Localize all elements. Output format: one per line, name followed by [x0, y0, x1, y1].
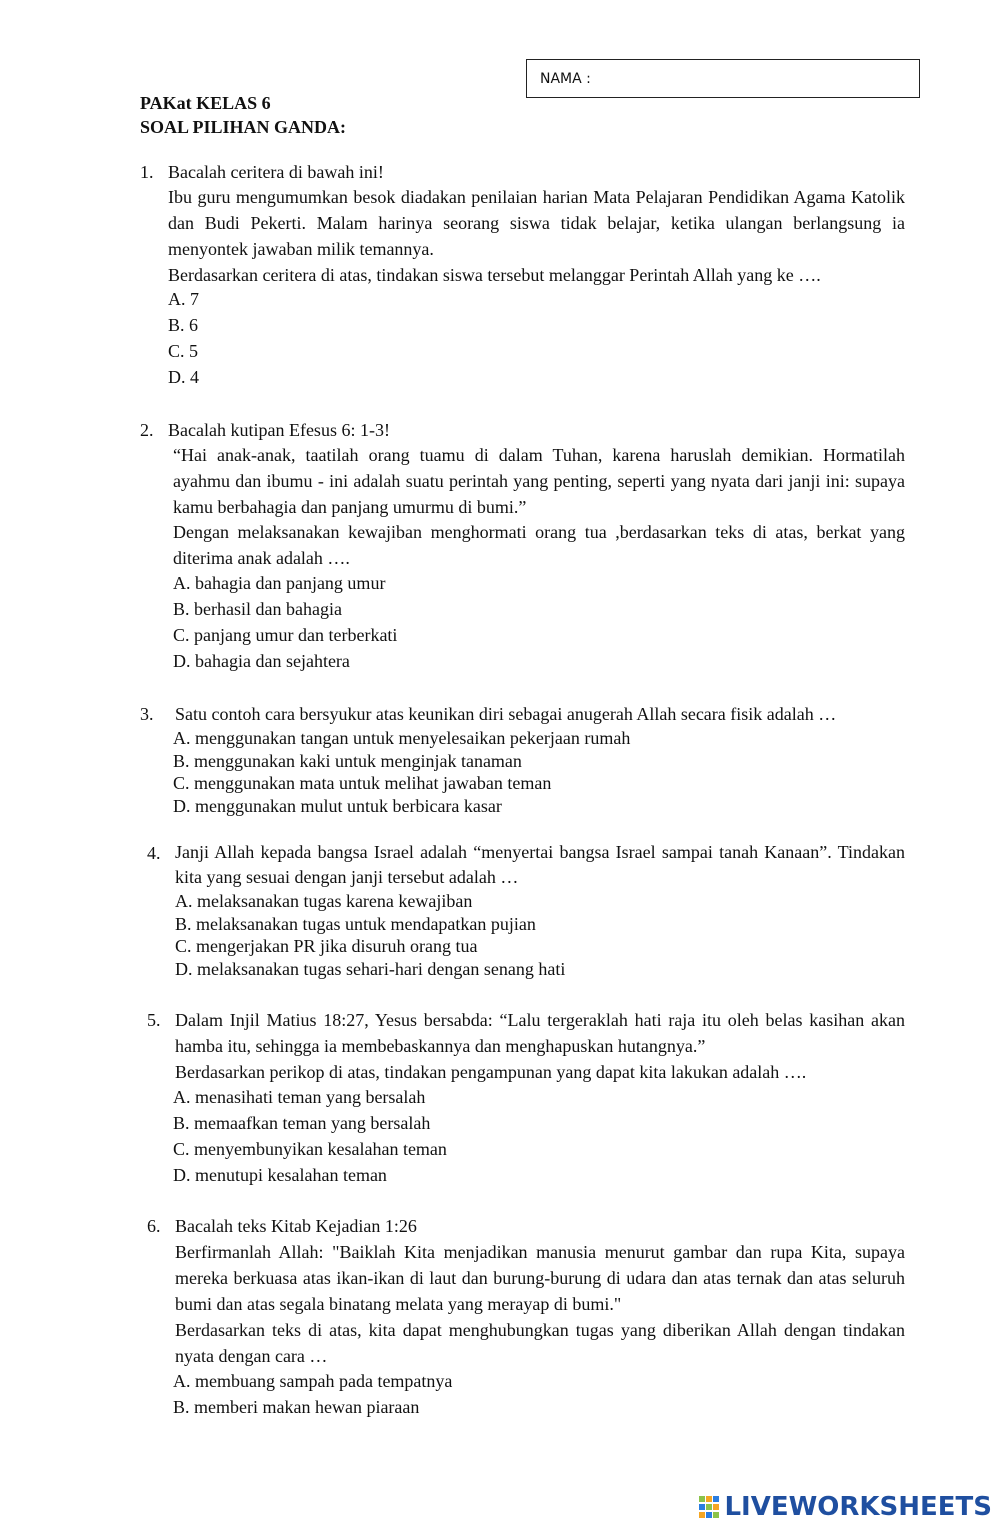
answer-option[interactable]: A. bahagia dan panjang umur [173, 573, 386, 593]
section-title: SOAL PILIHAN GANDA: [140, 117, 347, 137]
question-passage: Ibu guru mengumumkan besok diadakan penilaian harian Mata Pelajaran Pendidikan Agama Katolik dan Budi Pekerti. Malam harinya seorang siswa tidak belajar, ketika ulangan berlangsung ia menyontek jawaban milik temannya. [168, 187, 905, 259]
question-number: 5. [147, 1010, 161, 1030]
question-prompt: Berdasarkan perikop di atas, tindakan pengampunan yang dapat kita lakukan adalah …. [175, 1062, 807, 1082]
question-intro: Bacalah kutipan Efesus 6: 1-3! [168, 420, 390, 440]
answer-option[interactable]: D. menutupi kesalahan teman [173, 1165, 387, 1185]
answer-options [173, 1084, 447, 1188]
answer-option[interactable]: D. menggunakan mulut untuk berbicara kasar [173, 795, 502, 816]
question-intro: Bacalah ceritera di bawah ini! [168, 162, 384, 182]
answer-option[interactable]: D. 4 [168, 367, 199, 387]
question-prompt: Berdasarkan teks di atas, kita dapat menghubungkan tugas yang diberikan Allah dengan tindakan nyata dengan cara … [175, 1320, 905, 1366]
answer-option[interactable]: A. melaksanakan tugas karena kewajiban [175, 891, 473, 911]
answer-option[interactable]: C. 5 [168, 341, 199, 361]
answer-option[interactable]: C. panjang umur dan terberkati [173, 625, 398, 645]
answer-option[interactable]: B. melaksanakan tugas untuk mendapatkan pujian [175, 913, 536, 934]
liveworksheets-brand[interactable] [698, 1490, 992, 1524]
answer-option[interactable]: B. memaafkan teman yang bersalah [173, 1113, 431, 1133]
answer-option[interactable]: C. menyembunyikan kesalahan teman [173, 1139, 447, 1159]
answer-option[interactable]: D. bahagia dan sejahtera [173, 651, 350, 671]
question-intro: Bacalah teks Kitab Kejadian 1:26 [175, 1216, 417, 1236]
question-intro: Satu contoh cara bersyukur atas keunikan diri sebagai anugerah Allah secara fisik adalah … [175, 704, 837, 724]
question-prompt: Dengan melaksanakan kewajiban menghormati orang tua ,berdasarkan teks di atas, berkat yang diterima anak adalah …. [173, 522, 905, 568]
answer-option[interactable]: A. membuang sampah pada tempatnya [173, 1371, 453, 1391]
answer-options [173, 570, 397, 674]
brand-name: LIVEWORKSHEETS [724, 1492, 992, 1522]
question-number: 4. [147, 843, 161, 863]
answer-option[interactable]: D. melaksanakan tugas sehari-hari dengan senang hati [175, 958, 566, 979]
question-number: 2. [140, 420, 154, 440]
answer-options [173, 1368, 452, 1420]
answer-option[interactable]: C. menggunakan mata untuk melihat jawaban teman [173, 773, 552, 793]
answer-options [168, 286, 199, 390]
answer-option[interactable]: A. menggunakan tangan untuk menyelesaikan pekerjaan rumah [173, 728, 631, 748]
question-intro: Dalam Injil Matius 18:27, Yesus bersabda: “Lalu tergeraklah hati raja itu oleh belas kasihan akan hamba itu, sehingga ia membebaskannya dan menghapuskan hutangnya.” [175, 1010, 905, 1056]
question-prompt: Berdasarkan ceritera di atas, tindakan siswa tersebut melanggar Perintah Allah yang ke …. [168, 265, 821, 285]
answer-option[interactable]: B. menggunakan kaki untuk menginjak tanaman [173, 750, 522, 771]
answer-option[interactable]: A. 7 [168, 289, 199, 309]
name-label: NAMA : [540, 70, 591, 87]
name-field[interactable] [526, 59, 920, 98]
question-number: 3. [140, 704, 154, 724]
answer-option[interactable]: B. 6 [168, 315, 199, 335]
question-passage: “Hai anak-anak, taatilah orang tuamu di dalam Tuhan, karena haruslah demikian. Hormatilah ayahmu dan ibumu - ini adalah suatu perintah yang penting, seperti yang nyata dari janji ini: supaya kamu berbahagia dan panjang umurmu di bumi.” [173, 445, 905, 517]
answer-option[interactable]: C. mengerjakan PR jika disuruh orang tua [175, 936, 478, 956]
question-passage: Berfirmanlah Allah: "Baiklah Kita menjadikan manusia menurut gambar dan rupa Kita, supaya mereka berkuasa atas ikan-ikan di laut dan burung-burung di udara dan atas ternak dan atas seluruh bumi dan atas segala binatang melata yang merayap di bumi." [175, 1242, 905, 1314]
question-intro: Janji Allah kepada bangsa Israel adalah “menyertai bangsa Israel sampai tanah Kanaan”. Tindakan kita yang sesuai dengan janji tersebut adalah … [175, 842, 905, 887]
question-number: 6. [147, 1216, 161, 1236]
answer-options [173, 727, 630, 817]
worksheet-title: PAKat KELAS 6 [140, 93, 271, 113]
answer-options [175, 890, 565, 980]
answer-option[interactable]: A. menasihati teman yang bersalah [173, 1087, 426, 1107]
liveworksheets-logo-icon [698, 1494, 720, 1520]
question-number: 1. [140, 162, 154, 182]
answer-option[interactable]: B. berhasil dan bahagia [173, 599, 342, 619]
answer-option[interactable]: B. memberi makan hewan piaraan [173, 1397, 420, 1417]
